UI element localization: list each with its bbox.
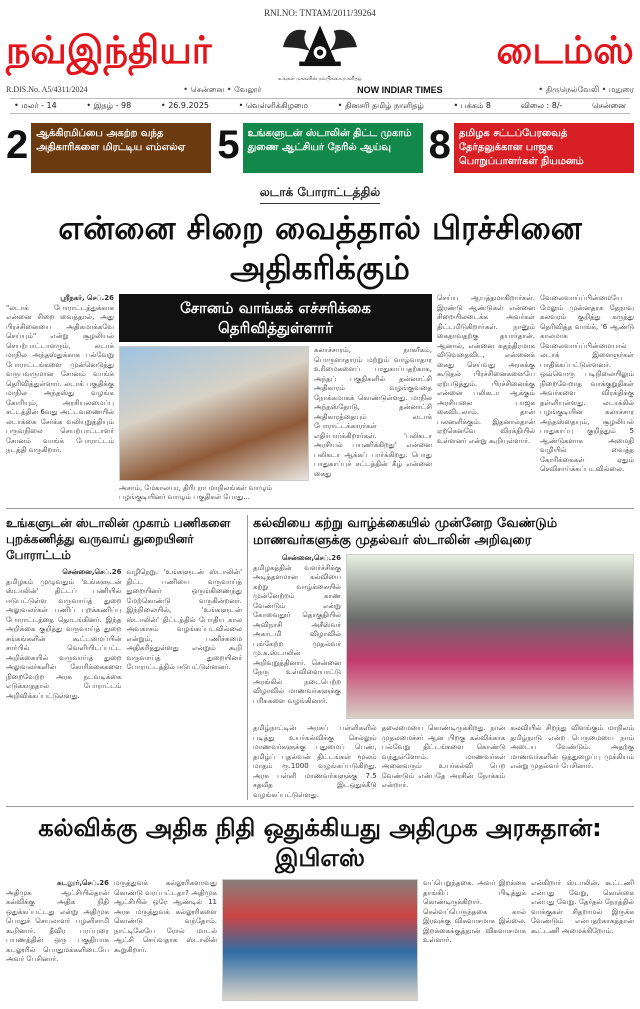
dateline: ஸ்ரீநகர், செப்.26: [60, 294, 114, 302]
lead-photo: [119, 346, 309, 481]
editions-left: • சென்னை • வேலூர்: [183, 85, 262, 94]
lead-center: [119, 294, 432, 502]
story4-column-3: வப்பெறுந்தகை. அவர் இறக்கை தாங்கிப் பிடித்துக் கொண்டிருக்கிறார். செல்வப்பெருந்தகை கால் இரவுக்கு விசுவாசமாக இல்லை. இறக்கைக்குத்தான் விசுவாசமாக உள்ளார்.: [423, 879, 526, 944]
edition: திருநெல்வேலி: [545, 85, 600, 94]
lead-headline[interactable]: என்னை சிறை வைத்தால் பிரச்சினை அதிகரிக்கும்: [58, 209, 582, 287]
story4-column-1: கடலூர்,செப்.26 அதிமுக ஆட்சியில்தான் கல்விக்கு அதிக நிதி ஒதுக்கப்பட்டது என்று அதிமுக பொதுச் செயலாளர் பழனிசாமி கூறினார். தீவிர பரப்புரை பயணத்தின் ஒரு பகுதியாக கடலூரில் பொதுமக்களிடையே அவர் பேசினார்.: [6, 879, 109, 963]
lead-subheadline: சோனம் வாங்கக் எச்சரிக்கை தெரிவித்துள்ளார்: [119, 294, 432, 342]
page-count: • பக்கம் 8: [453, 101, 492, 110]
lead-photo-caption: அசாம், மேகாலயா, திரிபுரா மாநிலங்கள் வாழும் பழங்குடியினர் வாழும் பகுதிகள் போது...: [119, 484, 273, 501]
teaser-page-5[interactable]: [217, 123, 422, 173]
dateline: கடலூர்,செப்.26: [57, 879, 109, 887]
story3: [253, 515, 634, 800]
lead-column-2: கலாச்சாரம், நாகரீகம், பொருளாதாரம் மற்றும் வாழ்வாதார உரிமைகளைப் பாதுகாப்பதற்காக, அந்தப் பகுதிகளில் தன்னாட்சி அதிகாரம் வழங்குவதை நோக்கமாகக் கொண்டுள்ளது. மாநில அந்தஸ்தோடு, தன்னாட்சி அதிகாரத்தையும் லடாக் போராட்டக்காரர்கள் எதிர்பார்க்கிறார்கள். 'பலிகடா அரசியல் பயணிக்கிறது' என்னை பலிகடா ஆக்கப் பார்க்கிறது. பொது பாதுகாப்புச் சட்டத்தின் கீழ் என்னை கைது: [314, 346, 432, 478]
edition: வேலூர்: [234, 85, 262, 94]
lead-story: [6, 294, 634, 502]
price: விலை : 8/-: [520, 101, 563, 110]
date: • 26.9.2025: [160, 101, 209, 110]
paper-type: • தினசரி தமிழ் நாளிதழ்: [337, 101, 424, 110]
dateline: சென்னை,செப்.26: [62, 568, 122, 576]
issue-info-bar: [10, 98, 630, 114]
teaser-page-2[interactable]: [6, 123, 211, 173]
story4: [6, 813, 634, 1001]
story2-column-2: வழிநெறு. 'உங்களுடன் ஸ்டாலின்' திட்ட பணியை வருவாய்த் துறையினர் ஒருங்கிணைந்து மேற்கொண்டு வருகின்றனர். இந்நிலையில், 'உங்களுடன் ஸ்டாலின்' திட்டத்தில் போதிய கால அவகாசம் வழங்கப்படவில்லை என்றும், பணிச்சுமை அதிகரித்துள்ளது என்றும் கூறி வருவாய்த் துறையினர் போராட்டத்தில் ஈடுபட்டுள்ளனர்.: [126, 568, 242, 671]
teaser-text: ஆக்கிரமிப்பை அகற்ற வந்த அதிகாரிகளை மிரட்டிய எம்எல்ஏ: [31, 123, 211, 173]
story4-column-2: மருத்துவக் கல்லூரிகளாவது கொண்டு வரப்பட்டதா? அதிமுக ஆட்சியில் ஒரே ஆண்டில் 11 அரசு மருத்துவக் கல்லூரிகளை கொண்டு வந்தோம். நாட்டிலேயே ரோல் மாடல் ஆட்சி செய்வதாக ஸ்டாலின் கூறுகிறார்.: [114, 879, 217, 954]
teaser-page-number: 8: [428, 123, 451, 167]
edition: மதுரை: [608, 85, 634, 94]
masthead-row: [6, 20, 634, 82]
masthead: [6, 8, 634, 114]
story2-column-1: சென்னை,செப்.26 தமிழகம் முழுவதும் 'உங்களுடன் ஸ்டாலின்' திட்டப் பணியில் ஈடுபட்டுள்ள வருவாய்த் துறை அலுவலர்கள் பணிப் புறக்கணிப்பு போராட்டத்தை தொடங்கினர். இந்த அறிக்கை குறித்து வருவாய்த் துறை சங்கங்களின் கூட்டமைப்பின் சார்பில் வெளியிடப்பட்ட அறிக்கையில் வருவாய்த் துறை அலுவலர்களின் கோரிக்கைகளை நிறைவேற்ற அரசு நடவடிக்கை எடுக்காததால் போராட்டம் அறிவிக்கப்பட்டுள்ளது.: [6, 568, 122, 700]
teasers: [6, 123, 634, 173]
story4-column-4: என்கிறார் ஸ்டாலின். கூட்டணி என்பது வேறு, கொள்கை என்பது வேறு. தேர்தல் நேரத்தில் வாக்குகள் சிதறாமல் இருக்க வேண்டும் என்பதற்காகத்தான் கூட்டணி அமைக்கிறோம்.: [531, 879, 634, 935]
masthead-subrow: [6, 85, 634, 95]
story3-photo: [346, 554, 634, 719]
divider: [6, 806, 634, 807]
dateline: சென்னை,செப்.26: [281, 554, 341, 562]
story4-photo: [222, 879, 418, 1001]
teaser-page-8[interactable]: [429, 123, 634, 173]
registration-number: R.DIS.No. A5/4311/2024: [6, 85, 88, 94]
teaser-page-number: 5: [217, 123, 240, 167]
volume: • மலர் - 14: [14, 101, 57, 110]
story2-headline[interactable]: உங்களுடன் ஸ்டாலின் முகாம் பணிகளை புறக்கணித்து வருவாய் துறையினர் போராட்டம்: [6, 516, 231, 562]
masthead-logo-icon: [275, 20, 365, 76]
story3-column-1: சென்னை,செப்.26 தமிழகத்தின் வளர்ச்சிக்கு அடித்தளமான கல்வியை கற்று வாழ்க்கையில் முன்னேற்றம் காண வேண்டும் என்று கோவைதூர் தொகுதியில் அவிநாசி அசீஸ்வர் அகாடமி விழாவில் பங்கேற்ற முதல்வர் மு.க.ஸ்டாலின் அறிவுறுத்தினார். சென்னை நேரு உள்விளையாட்டு அரங்கில் நடைபெற்ற விழாவில் மாணவர்களுக்கு பரிசுகளை வழங்கினார்.: [253, 554, 341, 705]
divider: [6, 508, 634, 509]
story3-column-4: கலவியில் சிறந்து விளங்கும் மாநிலம் தமிழ்நாடு என்ற பெருமையை நாம் அடைய வேண்டும். அதற்கு மாணவர்களின் ஒத்துழைப்பு முக்கியம் என்று முதல்வர் பேசினார்.: [510, 724, 635, 770]
teaser-text: உங்களுடன் ஸ்டாலின் திட்ட முகாம் துணை ஆட்சியர் நேரில் ஆய்வு: [243, 123, 423, 173]
masthead-logo: [274, 20, 366, 82]
teaser-text: தமிழக சட்டப்பேரவைத் தேர்தலுக்கான பாஜக பொறுப்பாளர்கள் நியமனம்: [454, 123, 634, 173]
story3-column-3: தலைமையை கொண்டிருக்கிறது. நான் முதலமைச்சர் ஆன பிறகு கல்விக்காக பல்வேறு திட்டங்களை கொண்டு வந்துள்ளோம். மாணவர்கள் அனைவரும் உயர்கல்வி பெற வேண்டும் என்பதே அரசின் நோக்கம் என்றார்.: [381, 724, 506, 789]
city: சென்னை: [592, 101, 626, 110]
story3-column-2: தமிழ்நாட்டின் அரசுப் பள்ளிகளில் படித்து உயர்கல்விக்கு செல்லும் மாணவர்களுக்கு புதுமைப் பெண், தமிழ்ப் புதல்வன் திட்டங்கள் மூலம் மாதம் ரூ.1000 வழங்கப்படுகிறது. அரசு பள்ளி மாணவர்களுக்கு 7.5 சதவீத இடஒதுக்கீடு வழங்கப்பட்டுள்ளது.: [253, 724, 377, 799]
story4-headline[interactable]: கல்விக்கு அதிக நிதி ஒதுக்கியது அதிமுக அரசுதான்: இபிஎஸ்: [38, 814, 602, 872]
teaser-page-number: 2: [6, 123, 29, 167]
lead-kicker-wrap: [6, 181, 634, 204]
lead-column-3: செய்ய ஆயத்தமாகிறார்கள். இரண்டு ஆண்டுகள் என்னை சிறையிலடைக்க அவர்கள் திட்டமிடுகிறார்கள். நானும் கைதாவதற்கு தயார்தான். ஆனால், என்னை சுதந்திரமாக விடுவதைவிட, என்னைக் கைது செய்வது அரசுக்கு கூடுதல் பிரச்சினைகளையே ஏற்படுத்தும். பிரச்சினைக்கு என்னை பலிகடா ஆக்கும் அரசியலை பாஜக கைவிடலாம். தான் பலனளிக்கும். இதனால்தான் ஏற்கெனவே விரக்தியில் உள்ளனர் என்று கூறியுள்ளார்.: [437, 294, 535, 445]
lead-kicker: லடாக் போராட்டத்தில்: [260, 185, 381, 204]
english-name: NOW INDIAR TIMES: [357, 85, 443, 95]
edition: சென்னை: [190, 85, 225, 94]
rni-number: RNI.NO: TNTAM/2011/39264: [264, 8, 376, 18]
middle-stories: [6, 515, 634, 800]
day: • வெள்ளிக்கிழமை: [238, 101, 308, 110]
masthead-title-right: டைம்ஸ்: [496, 28, 634, 73]
story3-headline[interactable]: கல்வியை கற்று வாழ்க்கையில் முன்னேற வேண்டும் மாணவர்களுக்கு முதல்வர் ஸ்டாலின் அறிவுரை: [253, 516, 558, 548]
logo-tagline: உங்கள் மக்களின் நம்பிக்கை நாளிதழ்: [278, 76, 362, 82]
lead-column-4: வேலைவாய்ப்பின்மையே மேலும் முன்னதாக தேநாவு கலவரம் குறித்து கருத்து தெரிவித்த வாங்க், '6 ஆண்டு காலமாக வேலைவாய்ப்பின்மையால் லடாக் இளைஞர்கள் பாதிக்கப்பட்டுள்ளனர். ஒவ்வொரு படிநிலையிலும் நிறைவேறாத வாக்குறுதிகள் அவர்களை விரக்திக்கு தள்ளியுள்ளது. லடாக்கில் பழங்குடியின கலாச்சார அந்தஸ்தையும், சூழலியல் பாதுகாப்பு குறித்தும் 5 ஆண்டுகளாக அமைதி வழியில் வைத்த கோரிக்கைகள் ஏதும் செவிசாய்க்கப்படவில்லை.: [540, 294, 634, 473]
column-divider: [247, 515, 248, 800]
masthead-title-left: நவ்இந்தியர்: [6, 28, 212, 73]
editions-right: • திருநெல்வேலி • மதுரை: [538, 85, 634, 94]
story2: [6, 515, 242, 800]
lead-column-1: ஸ்ரீநகர், செப்.26 "லடாக் போராட்டத்துக்காக என்னை சிறை வைத்தால், அது பிரச்சினையை அதிகமாக்கவே செய்யும்" என்று சூழலியல் செயற்பாட்டாளரும், லடாக் மாநில அந்தஸ்துக்காக பல்வேறு போராட்டங்களை முன்னெடுத்து வருபவருமான சோனம் வாங்க் தெரிவித்துள்ளார். லடாக் பகுதிக்கு மாநில அந்தஸ்து வழங்க கோரியும், அரசியலமைப்பு சட்டத்தின் 6வது அட்டவணையில் லடாக்கை சேர்க்க வலியுறுத்தியும் பருவநிலை செயற்பாட்டாளர் சோனம் வாங்க் போராட்டம் நடத்தி வருகிறார்.: [6, 294, 114, 454]
issue: • இதழ் - 98: [86, 101, 132, 110]
